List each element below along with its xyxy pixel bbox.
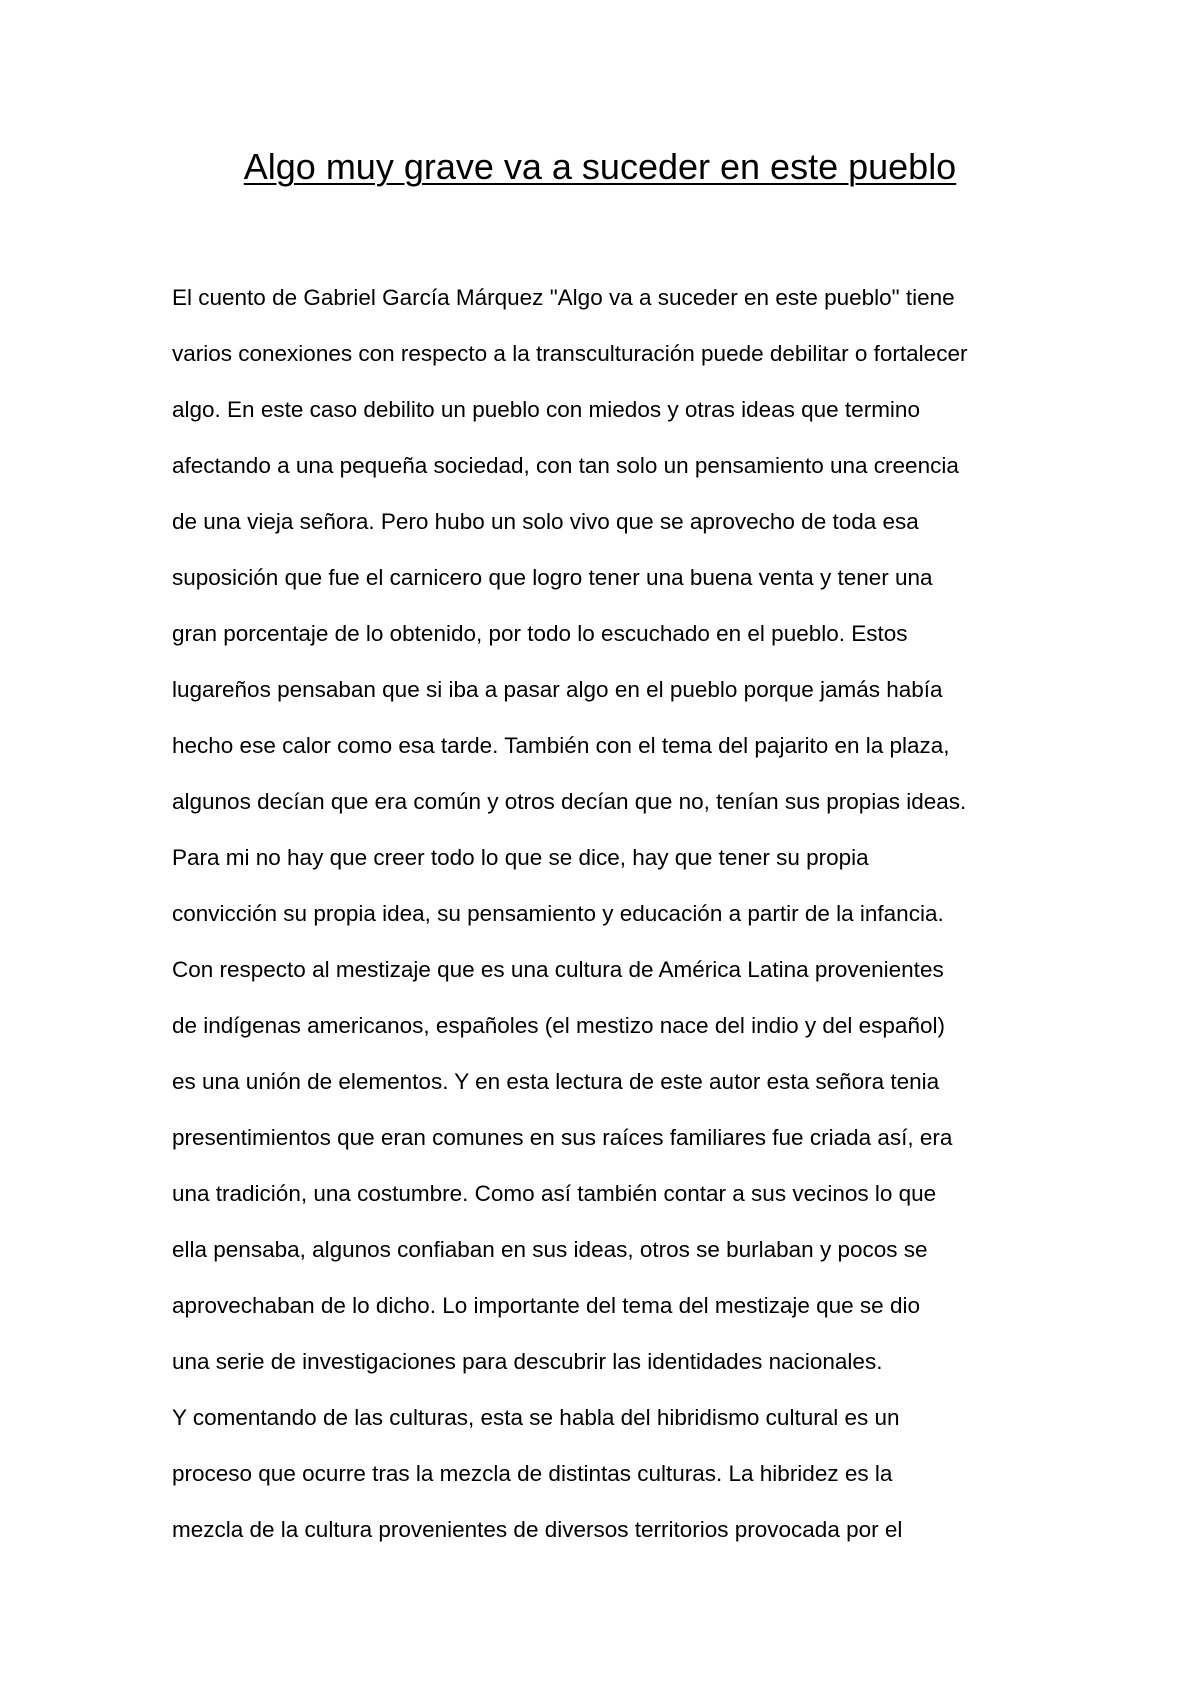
body-line: de indígenas americanos, españoles (el mestizo nace del indio y del español) [172,1013,945,1038]
document-body [172,284,1072,1572]
body-line: varios conexiones con respecto a la transculturación puede debilitar o fortalecer [172,341,968,366]
body-line: El cuento de Gabriel García Márquez "Algo va a suceder en este pueblo" tiene [172,285,955,310]
body-line: afectando a una pequeña sociedad, con tan solo un pensamiento una creencia [172,453,959,478]
body-line: convicción su propia idea, su pensamiento y educación a partir de la infancia. [172,901,944,926]
body-line: de una vieja señora. Pero hubo un solo vivo que se aprovecho de toda esa [172,509,919,534]
body-line: una serie de investigaciones para descubrir las identidades nacionales. [172,1349,883,1374]
body-line: gran porcentaje de lo obtenido, por todo lo escuchado en el pueblo. Estos [172,621,908,646]
body-line: algunos decían que era común y otros decían que no, tenían sus propias ideas. [172,789,967,814]
body-line: ella pensaba, algunos confiaban en sus ideas, otros se burlaban y pocos se [172,1237,928,1262]
body-line: aprovechaban de lo dicho. Lo importante del tema del mestizaje que se dio [172,1293,920,1318]
body-line: Para mi no hay que creer todo lo que se dice, hay que tener su propia [172,845,869,870]
body-line: suposición que fue el carnicero que logro tener una buena venta y tener una [172,565,933,590]
body-line: mezcla de la cultura provenientes de diversos territorios provocada por el [172,1517,903,1542]
body-line: hecho ese calor como esa tarde. También con el tema del pajarito en la plaza, [172,733,950,758]
body-line: proceso que ocurre tras la mezcla de distintas culturas. La hibridez es la [172,1461,893,1486]
body-line: es una unión de elementos. Y en esta lectura de este autor esta señora tenia [172,1069,940,1094]
body-line: Y comentando de las culturas, esta se habla del hibridismo cultural es un [172,1405,900,1430]
body-line: presentimientos que eran comunes en sus raíces familiares fue criada así, era [172,1125,953,1150]
body-line: una tradición, una costumbre. Como así también contar a sus vecinos lo que [172,1181,937,1206]
document-title: Algo muy grave va a suceder en este pueblo [243,146,957,187]
body-line: lugareños pensaban que si iba a pasar algo en el pueblo porque jamás había [172,677,943,702]
body-line: algo. En este caso debilito un pueblo con miedos y otras ideas que termino [172,397,920,422]
body-line: Con respecto al mestizaje que es una cultura de América Latina provenientes [172,957,944,982]
